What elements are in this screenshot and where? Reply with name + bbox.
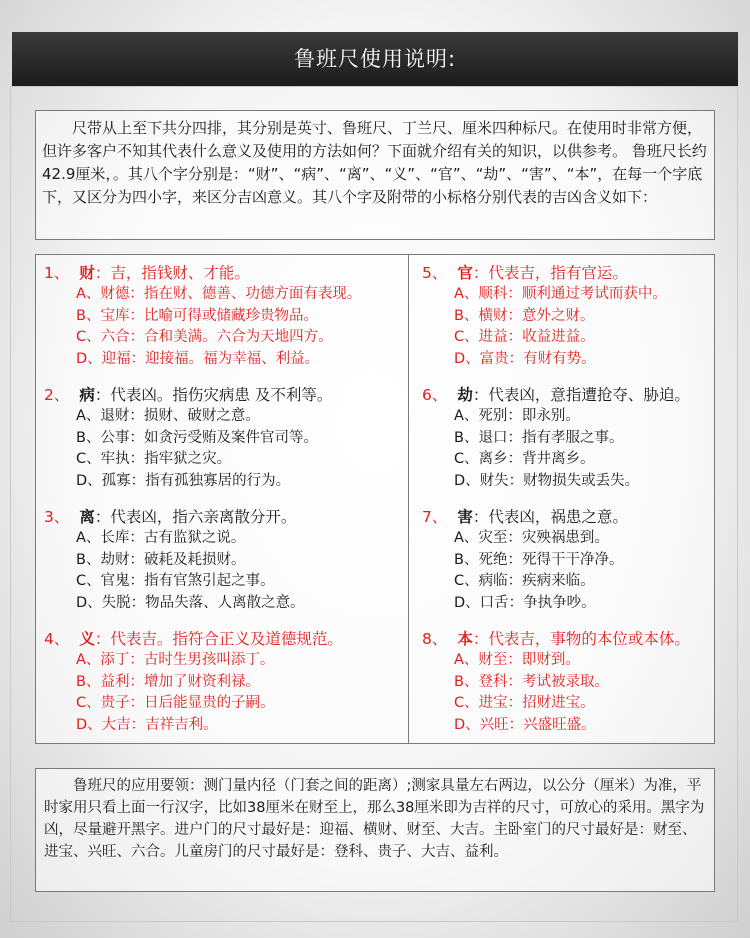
section-item: A、长库：古有监狱之说。 (76, 530, 246, 546)
intro-text: 尺带从上至下共分四排，其分别是英寸、鲁班尺、丁兰尺、厘米四种标尺。在使用时非常方便，但许多客户不知其代表什么意义及使用的方法如何？下面就介绍有关的知识，以供参考。 鲁班尺长约42.9厘米，。其八个字分别是：“财”、“病”、“离”、“义”、“官”、“劫”、“害”、“本”，在每一个字底下，又区分为四小字，来区分吉凶意义。其八个字及附带的小标格分别代表的吉凶含义如下： (42, 119, 707, 206)
section-item: D、孤寡：指有孤独寡居的行为。 (76, 472, 291, 489)
section-item: C、牢执：指牢狱之灾。 (76, 451, 232, 467)
section-yi (44, 629, 404, 751)
meaning-grid (35, 254, 715, 744)
section-heading: 5、 官：代表吉，指有官运。 (422, 264, 628, 282)
section-li (44, 507, 404, 629)
usage-notes-box (35, 768, 715, 892)
section-item: C、六合：合和美满。六合为天地四方。 (76, 329, 333, 345)
section-item: D、失脱：物品失落、人离散之意。 (76, 594, 305, 611)
section-item: A、财至：即财到。 (454, 652, 580, 668)
section-item: D、财失：财物损失或丢失。 (454, 472, 640, 489)
section-item: D、富贵：有财有势。 (454, 350, 596, 367)
page-title: 鲁班尺使用说明: (12, 32, 738, 86)
section-item: B、益利：增加了财资利禄。 (76, 673, 260, 690)
section-item: A、退财：损财、破财之意。 (76, 408, 260, 424)
section-item: B、宝库：比喻可得或储藏珍贵物品。 (76, 307, 318, 324)
section-item: A、添丁：古时生男孩叫添丁。 (76, 652, 275, 668)
section-item: C、官鬼：指有官煞引起之事。 (76, 573, 275, 589)
right-column (422, 263, 712, 751)
section-item: D、兴旺：兴盛旺盛。 (454, 716, 596, 733)
section-item: A、顺科：顺利通过考试而获中。 (454, 286, 667, 302)
section-heading: 2、 病：代表凶。指伤灾病患 及不利等。 (44, 386, 333, 404)
section-item: D、迎福：迎接福。福为幸福、利益。 (76, 350, 320, 367)
section-heading: 8、 本：代表吉，事物的本位或本体。 (422, 630, 690, 648)
section-item: B、退口：指有孝服之事。 (454, 429, 624, 446)
section-item: A、财德：指在财、德善、功德方面有表现。 (76, 286, 362, 302)
section-item: C、贵子：日后能显贵的子嗣。 (76, 695, 275, 711)
section-item: D、口舌：争执争吵。 (454, 594, 596, 611)
section-heading: 3、 离：代表凶，指六亲离散分开。 (44, 508, 297, 526)
section-item: C、离乡：背井离乡。 (454, 451, 595, 467)
section-item: A、灾至：灾殃祸患到。 (454, 530, 609, 546)
section-item: D、大吉：吉祥吉利。 (76, 716, 218, 733)
section-heading: 6、 劫：代表凶，意指遭抢夺、胁迫。 (422, 386, 690, 404)
column-divider (408, 255, 409, 743)
left-column (44, 263, 404, 751)
section-item: C、病临：疾病来临。 (454, 573, 595, 589)
section-item: B、横财：意外之财。 (454, 307, 595, 324)
section-item: B、死绝：死得干干净净。 (454, 551, 624, 568)
section-item: B、公事：如贪污受贿及案件官司等。 (76, 429, 318, 446)
section-cai (44, 263, 404, 385)
section-item: B、劫财：破耗及耗损财。 (76, 551, 246, 568)
usage-notes-text: 鲁班尺的应用要领：测门量内径（门套之间的距离）;测家具量左右两边，以公分（厘米）为准，平时家用只看上面一行汉字，比如38厘米在财至上，那么38厘米即为吉祥的尺寸，可放心的采用。黑字为凶，尽量避开黑字。进户门的尺寸最好是：迎福、横财、财至、大吉。主卧室门的尺寸最好是：财至、进宝、兴旺、六合。儿童房门的尺寸最好是：登科、贵子、大吉、益利。 (44, 778, 705, 860)
section-item: C、进益：收益进益。 (454, 329, 595, 345)
section-bing (44, 385, 404, 507)
intro-box (35, 110, 715, 240)
section-guan (422, 263, 712, 385)
section-jie (422, 385, 712, 507)
section-heading: 7、 害：代表凶，祸患之意。 (422, 508, 628, 526)
section-heading: 1、 财：吉，指钱财、才能。 (44, 264, 250, 282)
section-heading: 4、 义：代表吉。指符合正义及道德规范。 (44, 630, 343, 648)
section-item: B、登科：考试被录取。 (454, 673, 609, 690)
section-hai (422, 507, 712, 629)
section-ben (422, 629, 712, 751)
section-item: A、死别：即永别。 (454, 408, 580, 424)
section-item: C、进宝：招财进宝。 (454, 695, 595, 711)
